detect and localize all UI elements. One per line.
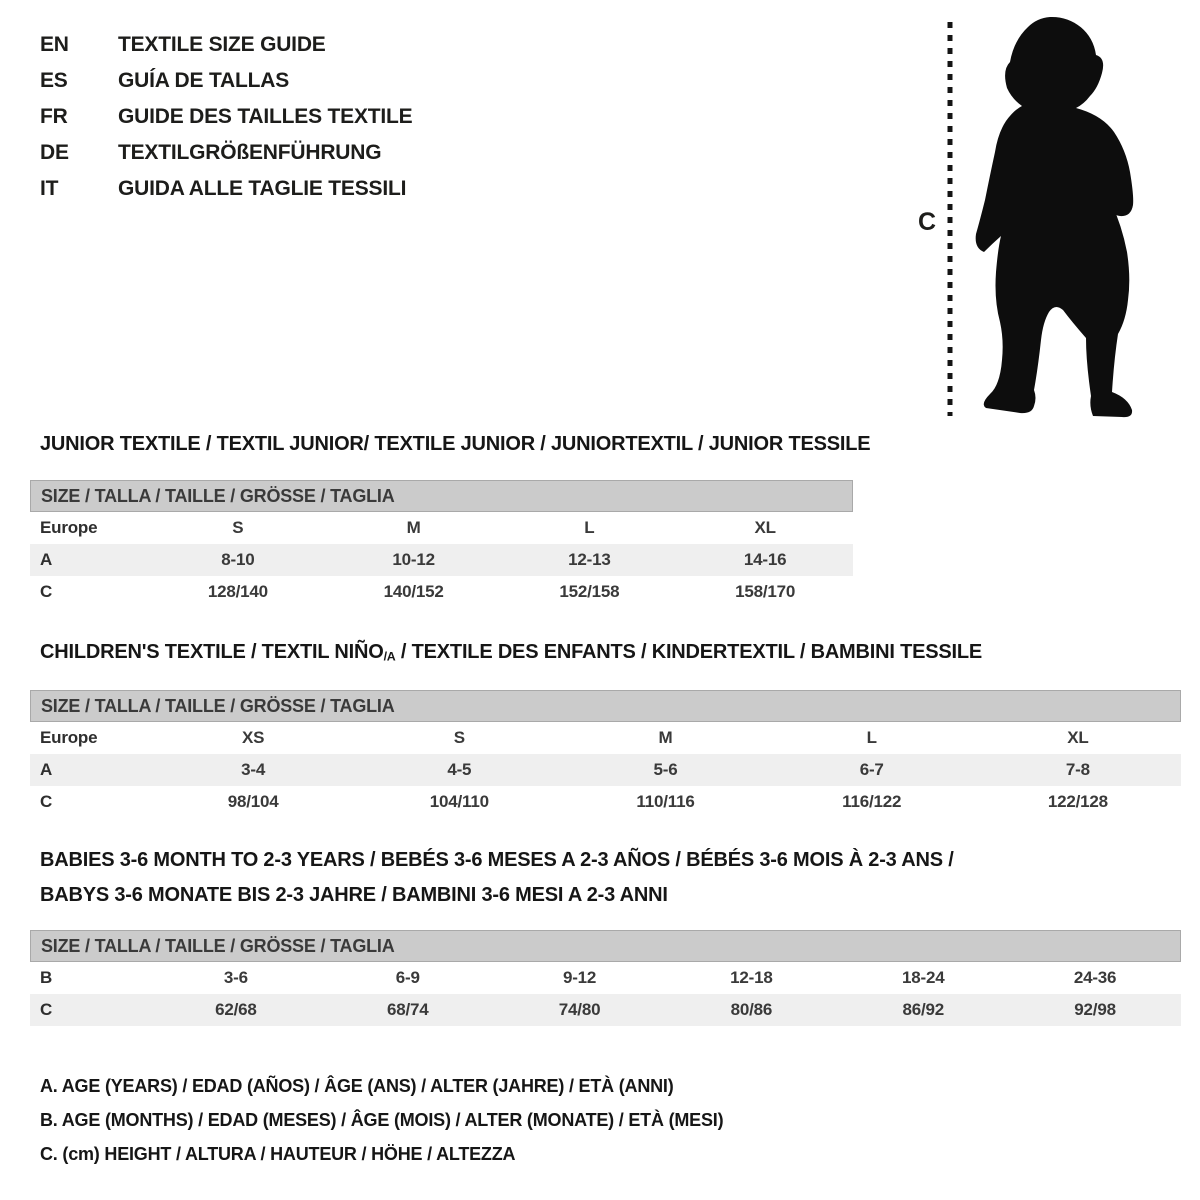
height-cell: 92/98: [1074, 1000, 1116, 1019]
height-cell: 104/110: [429, 792, 489, 811]
months-cell: 12-18: [730, 968, 773, 987]
age-cell: 5-6: [653, 760, 678, 779]
months-cell: 24-36: [1073, 968, 1117, 987]
language-row-de: [40, 135, 412, 171]
row-label: A: [40, 760, 53, 779]
babies-heading-line2: BABYS 3-6 MONATE BIS 2-3 JAHRE / BAMBINI 3-6 MESI A 2-3 ANNI: [40, 884, 668, 906]
months-cell: 18-24: [901, 968, 945, 987]
row-label: Europe: [40, 728, 98, 747]
height-cell: 68/74: [386, 1000, 429, 1019]
age-cell: 3-4: [241, 760, 266, 779]
height-cell: 140/152: [383, 582, 444, 601]
legend-line-height-cm: C. (cm) HEIGHT / ALTURA / HAUTEUR / HÖHE / ALTEZZA: [40, 1144, 516, 1164]
baby-silhouette: [976, 17, 1134, 417]
children-section-heading: [40, 640, 982, 669]
age-cell: 8-10: [221, 550, 255, 569]
legend-line-age-months: B. AGE (MONTHS) / EDAD (MESES) / ÂGE (MOIS) / ALTER (MONATE) / ETÀ (MESI): [40, 1110, 724, 1130]
height-cell: 74/80: [558, 1000, 601, 1019]
age-cell: 4-5: [447, 760, 472, 779]
children-size-table: [30, 690, 1181, 818]
months-cell: 6-9: [395, 968, 420, 987]
junior-size-header-bar: SIZE / TALLA / TAILLE / GRÖSSE / TAGLIA: [30, 480, 853, 512]
babies-size-header-bar: SIZE / TALLA / TAILLE / GRÖSSE / TAGLIA: [30, 930, 1181, 962]
row-label: C: [40, 582, 53, 601]
height-measure-label: C: [918, 208, 936, 236]
height-cell: 80/86: [730, 1000, 773, 1019]
measure-legend: [40, 1069, 723, 1171]
legend-line-age-years: A. AGE (YEARS) / EDAD (AÑOS) / ÂGE (ANS) / ALTER (JAHRE) / ETÀ (ANNI): [40, 1076, 674, 1096]
row-label: C: [40, 1000, 53, 1019]
junior-row-age: [30, 544, 853, 576]
height-cell: 116/122: [842, 792, 902, 811]
babies-row-height: [30, 994, 1181, 1026]
size-cell: XL: [754, 518, 776, 537]
size-cell: M: [658, 728, 673, 747]
height-cell: 62/68: [215, 1000, 257, 1019]
language-code-fr: FR: [40, 105, 68, 128]
babies-section-heading: [40, 843, 954, 913]
months-cell: 3-6: [223, 968, 248, 987]
guide-title-it: GUIDA ALLE TAGLIE TESSILI: [118, 177, 407, 200]
age-cell: 14-16: [743, 550, 787, 569]
size-cell: M: [406, 518, 421, 537]
junior-row-europe: [30, 512, 853, 544]
children-row-europe: [30, 722, 1181, 754]
language-code-es: ES: [40, 69, 68, 92]
baby-silhouette-figure: [900, 0, 1200, 440]
babies-row-months: [30, 962, 1181, 994]
language-code-de: DE: [40, 141, 69, 164]
children-row-height: [30, 786, 1181, 818]
row-label: Europe: [40, 518, 98, 537]
language-title-list: [40, 27, 412, 207]
junior-row-height: [30, 576, 853, 608]
row-label: A: [40, 550, 53, 569]
language-row-en: [40, 27, 412, 63]
guide-title-fr: GUIDE DES TAILLES TEXTILE: [118, 105, 413, 128]
height-cell: 122/128: [1047, 792, 1108, 811]
size-cell: XL: [1067, 728, 1089, 747]
height-cell: 110/116: [636, 792, 695, 811]
language-row-it: [40, 171, 412, 207]
age-cell: 12-13: [568, 550, 611, 569]
language-code-en: EN: [40, 33, 69, 56]
babies-size-table: [30, 930, 1181, 1026]
language-row-es: [40, 63, 412, 99]
guide-title-en: TEXTILE SIZE GUIDE: [118, 33, 326, 56]
junior-section-heading: JUNIOR TEXTILE / TEXTIL JUNIOR/ TEXTILE JUNIOR / JUNIORTEXTIL / JUNIOR TESSILE: [40, 433, 871, 455]
age-cell: 6-7: [859, 760, 884, 779]
language-row-fr: [40, 99, 412, 135]
children-row-age: [30, 754, 1181, 786]
children-size-header-bar: SIZE / TALLA / TAILLE / GRÖSSE / TAGLIA: [30, 690, 1181, 722]
size-cell: L: [584, 518, 595, 537]
row-label: B: [40, 968, 53, 987]
babies-heading-line1: BABIES 3-6 MONTH TO 2-3 YEARS / BEBÉS 3-6 MESES A 2-3 AÑOS / BÉBÉS 3-6 MOIS À 2-3 ANS /: [40, 849, 954, 871]
language-code-it: IT: [40, 177, 59, 200]
months-cell: 9-12: [562, 968, 597, 987]
size-cell: S: [453, 728, 465, 747]
height-cell: 158/170: [735, 582, 796, 601]
size-cell: S: [232, 518, 244, 537]
age-cell: 10-12: [392, 550, 435, 569]
guide-title-es: GUÍA DE TALLAS: [118, 69, 290, 92]
children-heading-text-cont: / TEXTILE DES ENFANTS / KINDERTEXTIL / BAMBINI TESSILE: [395, 641, 983, 663]
height-cell: 86/92: [902, 1000, 944, 1019]
row-label: C: [40, 792, 53, 811]
children-heading-text: CHILDREN'S TEXTILE / TEXTIL NIÑO: [40, 641, 384, 663]
junior-size-table: [30, 480, 853, 608]
height-cell: 152/158: [559, 582, 620, 601]
height-cell: 98/104: [227, 792, 279, 811]
height-cell: 128/140: [207, 582, 268, 601]
size-cell: XS: [241, 728, 265, 747]
children-heading-subscript: /A: [383, 649, 396, 664]
size-cell: L: [866, 728, 877, 747]
age-cell: 7-8: [1065, 760, 1090, 779]
guide-title-de: TEXTILGRÖßENFÜHRUNG: [118, 141, 382, 164]
